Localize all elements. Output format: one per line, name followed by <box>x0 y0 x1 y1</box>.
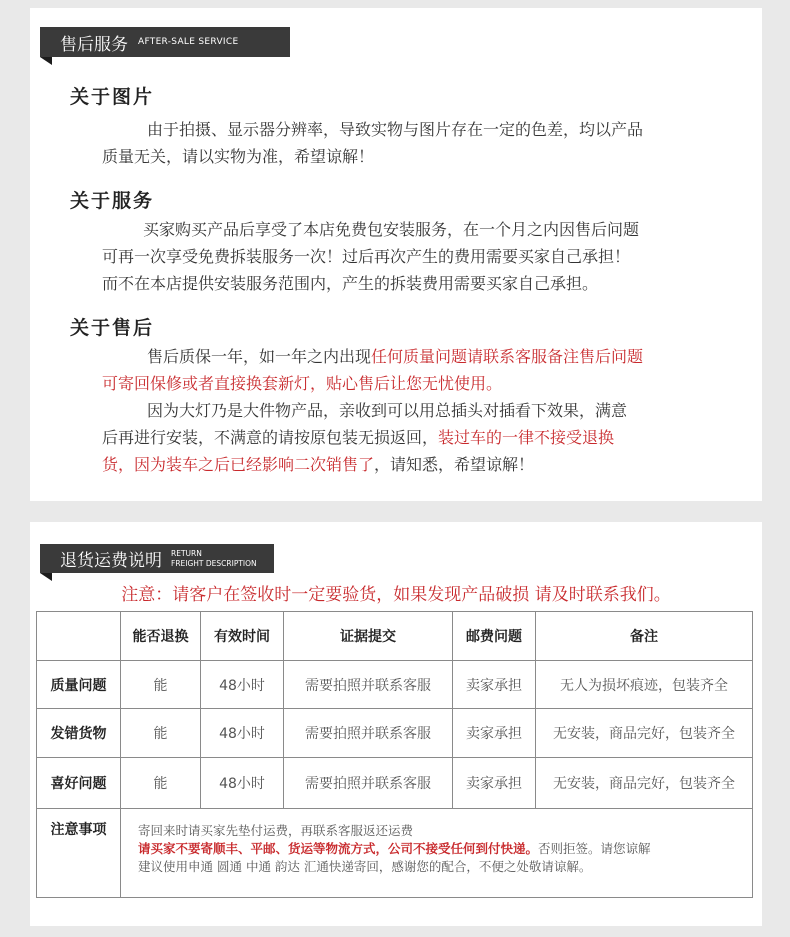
notes-line <box>138 840 738 858</box>
text-line: 买家购买产品后享受了本店免费包安装服务，在一个月之内因售后问题 <box>143 220 640 239</box>
inspection-notice: 注意：请客户在签收时一定要验货，如果发现产品破损 请及时联系我们。 <box>121 585 671 605</box>
notes-tail: 否则拒签。请您谅解 <box>538 841 651 856</box>
column-header: 证据提交 <box>340 629 396 645</box>
highlight-text: 可寄回保修或者直接换套新灯，贴心售后让您无忧使用。 <box>102 374 503 393</box>
highlight-text: 货，因为装车之后已经影响二次销售了 <box>102 455 375 474</box>
return-policy-table <box>36 611 753 898</box>
text-segment: 售后质保一年，如一年之内出现 <box>147 347 372 366</box>
column-header: 邮费问题 <box>466 629 522 645</box>
table-cell: 需要拍照并联系客服 <box>305 677 431 694</box>
aftersale-tag-title: 售后服务 <box>60 34 128 55</box>
aftersale-tag <box>40 27 290 57</box>
table-cell: 能 <box>153 677 168 694</box>
section-text-service <box>102 216 707 297</box>
return-tag-title: 退货运费说明 <box>60 551 162 571</box>
table-cell: 需要拍照并联系客服 <box>305 726 431 742</box>
table-cell: 卖家承担 <box>466 677 522 694</box>
notes-line: 建议使用申通 圆通 中通 韵达 汇通快递寄回，感谢您的配合，不便之处敬请谅解。 <box>138 859 592 874</box>
column-header: 能否退换 <box>132 629 189 645</box>
return-tag-subtitle-line2: FREIGHT DESCRIPTION <box>171 558 257 568</box>
table-cell: 卖家承担 <box>466 726 522 742</box>
table-cell: 无人为损坏痕迹，包装齐全 <box>560 677 728 694</box>
table-divider <box>37 808 752 809</box>
notes-line: 寄回来时请买家先垫付运费，再联系客服返还运费 <box>138 823 414 838</box>
table-cell: 48小时 <box>219 677 265 694</box>
table-cell: 能 <box>153 726 168 742</box>
return-tag-subtitle-line1: RETURN <box>171 548 202 558</box>
return-tag <box>40 544 274 573</box>
row-header: 喜好问题 <box>50 776 107 792</box>
notes-content <box>138 822 738 876</box>
text-line: 而不在本店提供安装服务范围内，产生的拆装费用需要买家自己承担。 <box>102 274 599 293</box>
table-cell: 无安装，商品完好，包装齐全 <box>553 776 735 792</box>
text-segment: ，请知悉，希望谅解！ <box>374 455 535 474</box>
table-cell: 48小时 <box>219 726 265 742</box>
text-line: 可再一次享受免费拆装服务一次！过后再次产生的费用需要买家自己承担！ <box>102 247 631 266</box>
column-header: 备注 <box>630 629 658 645</box>
section-title-aftersale: 关于售后 <box>70 317 155 339</box>
row-header: 发错货物 <box>50 726 107 742</box>
row-header: 质量问题 <box>50 677 107 694</box>
return-panel <box>30 522 762 926</box>
notes-label: 注意事项 <box>50 822 107 838</box>
text-line: 由于拍摄、显示器分辨率，导致实物与图片存在一定的色差，均以产品 <box>147 120 644 139</box>
text-line: 因为大灯乃是大件物产品，亲收到可以用总插头对插看下效果，满意 <box>147 401 628 420</box>
text-line: 质量无关，请以实物为准，希望谅解！ <box>102 147 375 166</box>
table-cell: 需要拍照并联系客服 <box>305 776 431 792</box>
table-cell: 无安装，商品完好，包装齐全 <box>553 726 735 742</box>
text-segment: 后再进行安装，不满意的请按原包装无损返回， <box>102 428 439 447</box>
return-tag-subtitle <box>171 549 257 569</box>
section-text-pictures <box>102 116 707 170</box>
highlight-text: 装过车的一律不接受退换 <box>438 428 615 447</box>
column-header: 有效时间 <box>214 629 270 645</box>
section-title-service: 关于服务 <box>70 190 155 212</box>
section-text-aftersale <box>102 343 727 478</box>
aftersale-tag-subtitle: AFTER-SALE SERVICE <box>138 37 239 47</box>
aftersale-panel <box>30 8 762 501</box>
table-cell: 能 <box>153 776 168 792</box>
highlight-text: 任何质量问题请联系客服备注售后问题 <box>371 347 644 366</box>
section-title-pictures: 关于图片 <box>70 86 155 108</box>
table-cell: 卖家承担 <box>466 776 522 792</box>
table-cell: 48小时 <box>219 776 265 792</box>
notes-warning: 请买家不要寄顺丰、平邮、货运等物流方式，公司不接受任何到付快递。 <box>138 841 539 856</box>
